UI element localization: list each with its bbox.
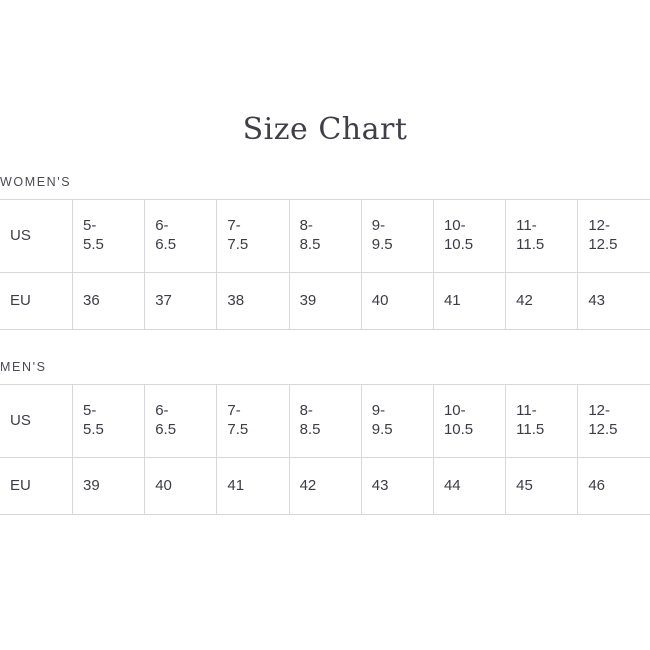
cell-eu-2: 40 — [145, 458, 217, 515]
cell-eu-2: 37 — [145, 273, 217, 330]
section-label-womens: WOMEN'S — [0, 175, 72, 189]
cell-eu-5: 40 — [361, 273, 433, 330]
cell-us-8: 12- 12.5 — [578, 200, 650, 273]
cell-us-1: 5- 5.5 — [73, 385, 145, 458]
row-label-eu: EU — [0, 273, 73, 330]
cell-us-6: 10- 10.5 — [433, 385, 505, 458]
cell-eu-8: 43 — [578, 273, 650, 330]
cell-eu-3: 41 — [217, 458, 289, 515]
cell-us-2: 6- 6.5 — [145, 385, 217, 458]
page-title: Size Chart — [242, 112, 408, 147]
cell-us-6: 10- 10.5 — [433, 200, 505, 273]
table-row — [0, 273, 650, 330]
cell-eu-6: 41 — [433, 273, 505, 330]
cell-eu-1: 39 — [73, 458, 145, 515]
cell-eu-7: 42 — [506, 273, 578, 330]
cell-eu-7: 45 — [506, 458, 578, 515]
cell-us-3: 7- 7.5 — [217, 385, 289, 458]
cell-eu-6: 44 — [433, 458, 505, 515]
cell-us-5: 9- 9.5 — [361, 200, 433, 273]
section-mens — [0, 360, 650, 515]
cell-us-4: 8- 8.5 — [289, 385, 361, 458]
cell-us-7: 11- 11.5 — [506, 385, 578, 458]
cell-eu-5: 43 — [361, 458, 433, 515]
row-label-eu: EU — [0, 458, 73, 515]
cell-eu-4: 42 — [289, 458, 361, 515]
cell-us-7: 11- 11.5 — [506, 200, 578, 273]
cell-eu-1: 36 — [73, 273, 145, 330]
cell-us-4: 8- 8.5 — [289, 200, 361, 273]
section-womens — [0, 175, 650, 330]
table-row — [0, 200, 650, 273]
cell-us-1: 5- 5.5 — [73, 200, 145, 273]
cell-eu-8: 46 — [578, 458, 650, 515]
cell-us-2: 6- 6.5 — [145, 200, 217, 273]
size-table-womens — [0, 199, 650, 330]
section-label-mens: MEN'S — [0, 360, 47, 374]
cell-us-3: 7- 7.5 — [217, 200, 289, 273]
size-table-mens — [0, 384, 650, 515]
table-row — [0, 385, 650, 458]
cell-us-8: 12- 12.5 — [578, 385, 650, 458]
row-label-us: US — [0, 200, 73, 273]
row-label-us: US — [0, 385, 73, 458]
cell-eu-3: 38 — [217, 273, 289, 330]
table-row — [0, 458, 650, 515]
cell-eu-4: 39 — [289, 273, 361, 330]
cell-us-5: 9- 9.5 — [361, 385, 433, 458]
